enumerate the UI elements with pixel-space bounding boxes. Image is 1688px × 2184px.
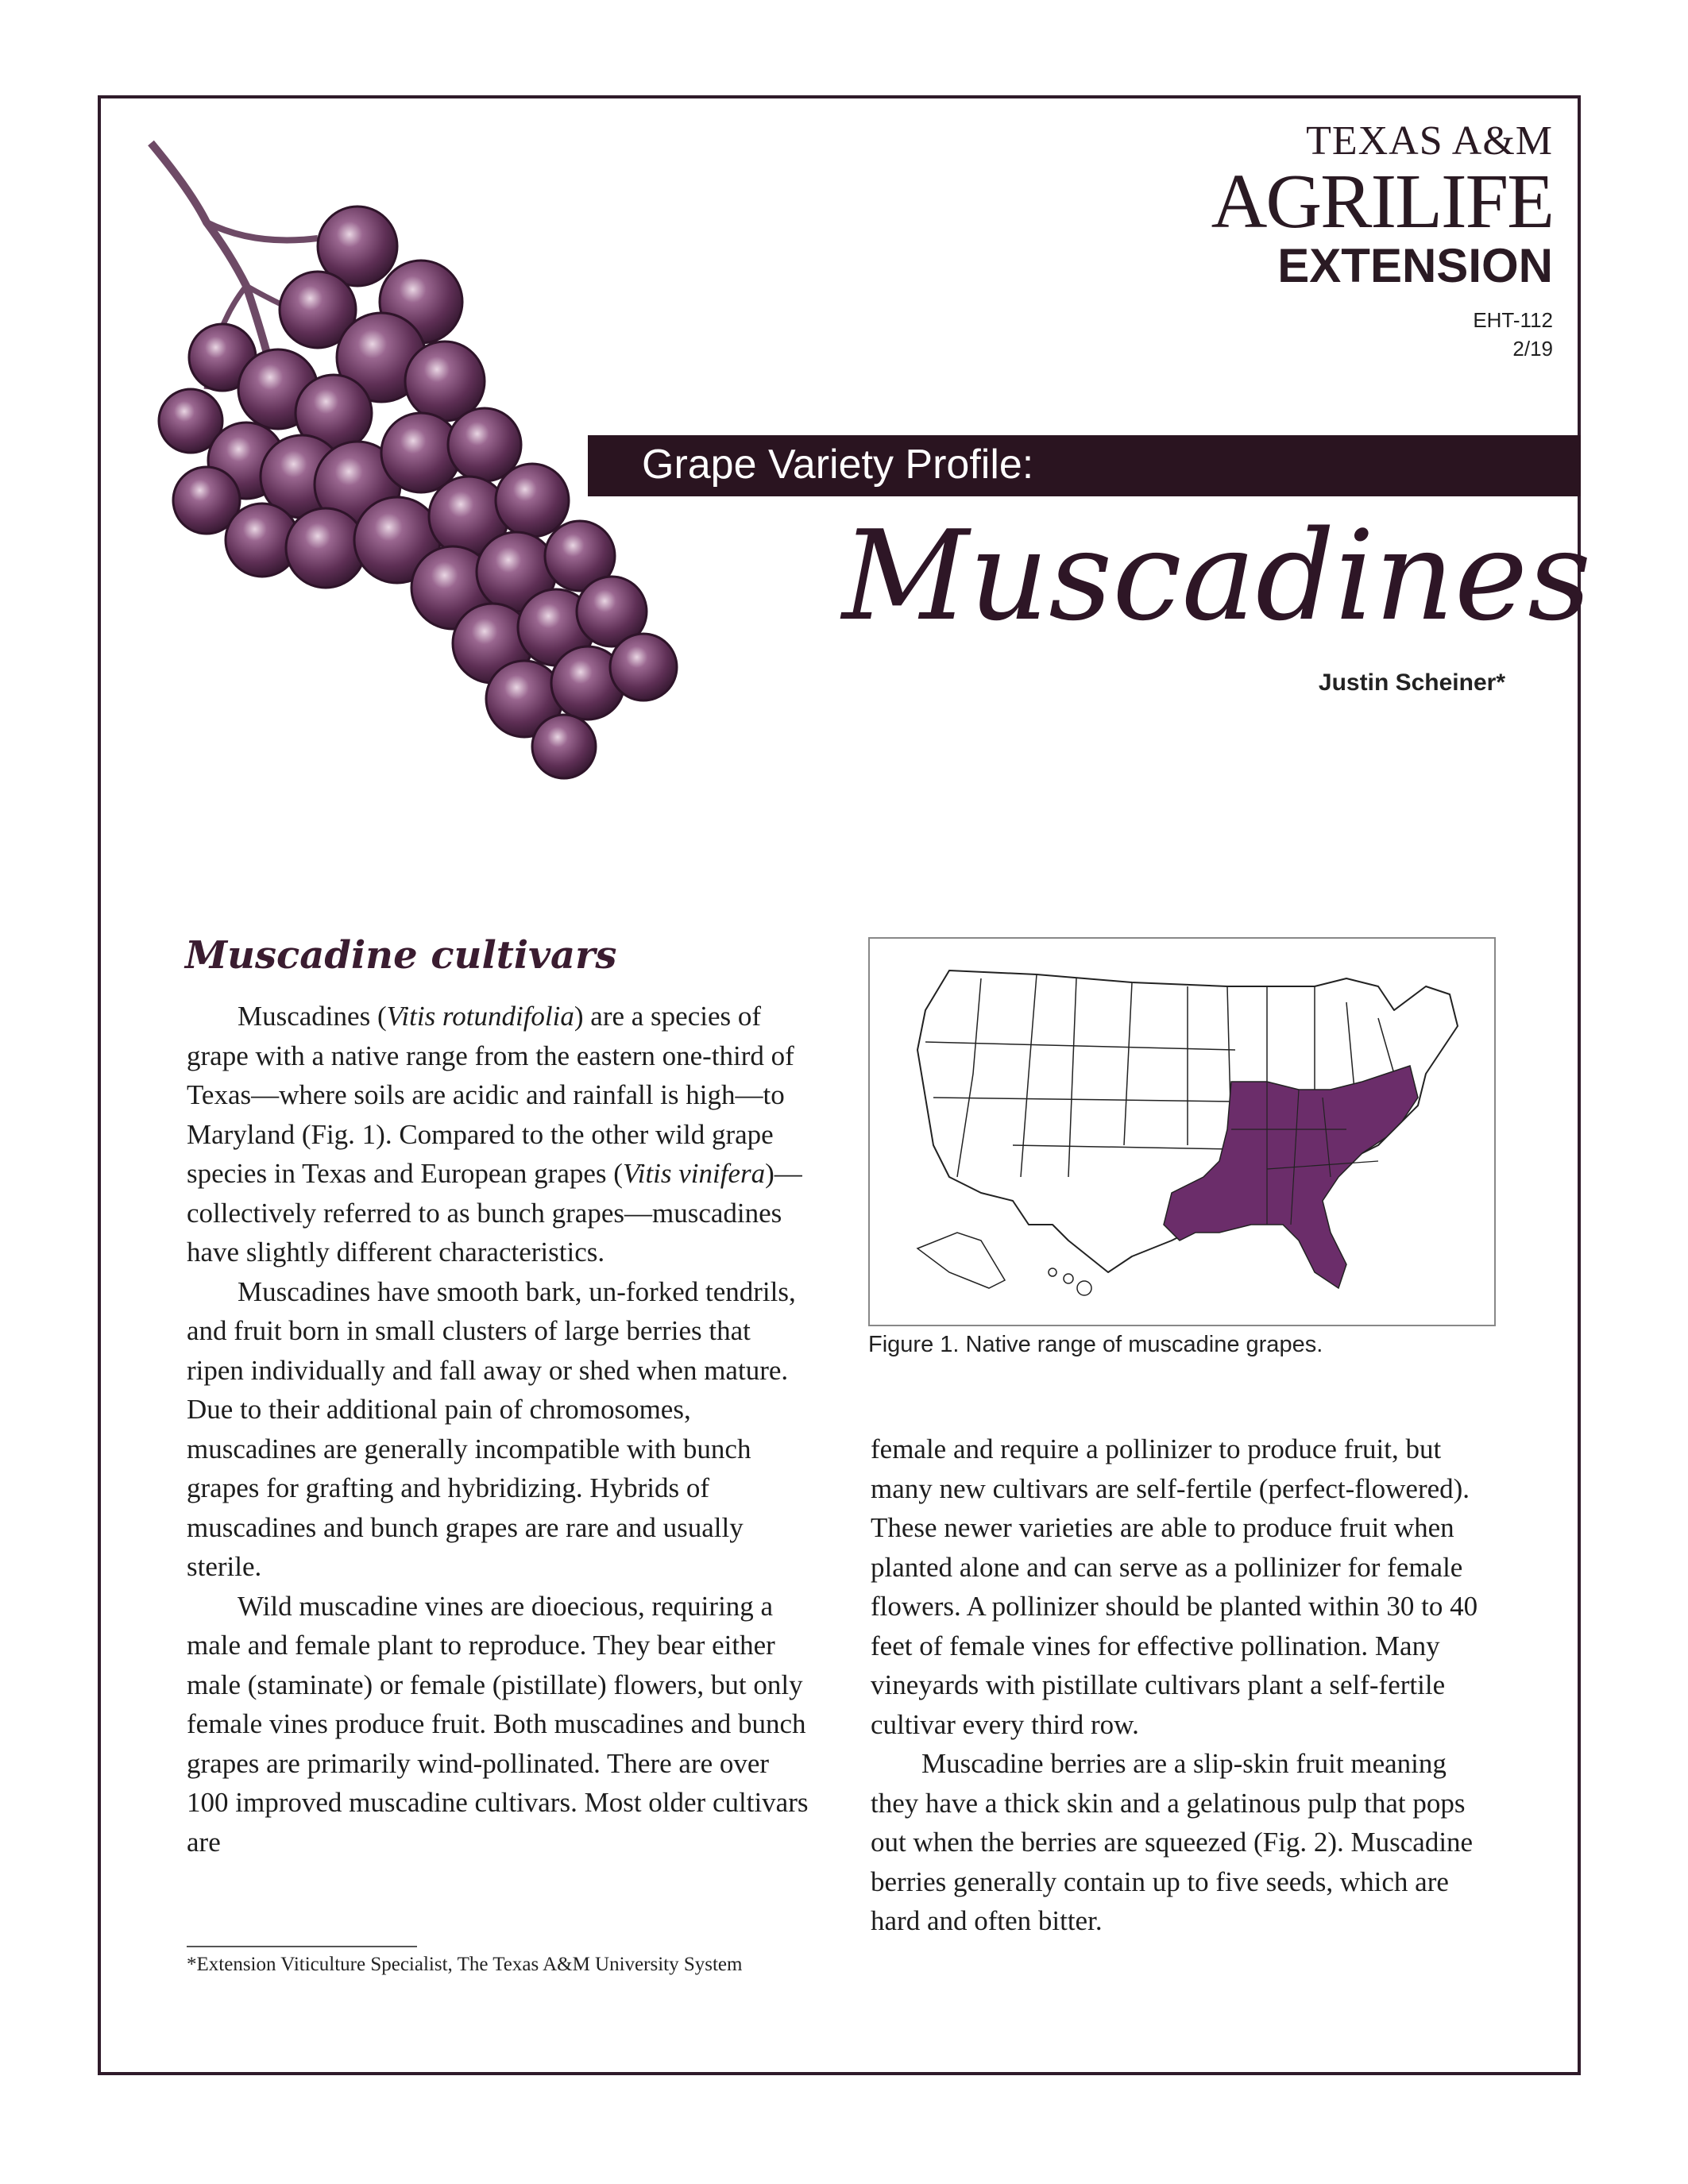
- footnote-rule: [187, 1946, 417, 1947]
- section-heading: Muscadine cultivars: [185, 933, 617, 978]
- figure-caption: Figure 1. Native range of muscadine grapes.: [868, 1332, 1323, 1357]
- document-number: [1473, 306, 1553, 363]
- paragraph-4: female and require a pollinizer to produce fruit, but many new cultivars are self-fertile (perfect-flowered). These newer varieties are able to produce fruit when planted alone and can serve as a pollinizer for female flowers. A pollinizer should be planted within 30 to 40 feet of female vines for effective pollination. Many vineyards with pistillate cultivars plant a self-fertile cultivar every third row.: [871, 1433, 1478, 1740]
- us-map: [870, 939, 1494, 1325]
- logo-line-1: TEXAS A&M: [1306, 118, 1553, 164]
- footnote: *Extension Viticulture Specialist, The Texas A&M University System: [187, 1954, 743, 1975]
- species-name: Vitis rotundifolia: [386, 1001, 574, 1032]
- logo-line-3: EXTENSION: [1277, 239, 1553, 292]
- author-name: Justin Scheiner*: [1318, 669, 1505, 696]
- species-name-2: Vitis vinifera: [622, 1158, 766, 1189]
- agrilife-logo: [1140, 119, 1553, 292]
- column-right: [871, 1430, 1498, 1941]
- paragraph-5: Muscadine berries are a slip-skin fruit meaning they have a thick skin and a gelatinous pulp that pops out when the berries are squeezed (Fig. 2). Muscadine berries generally contain up to five seeds, which are hard and often bitter.: [871, 1748, 1474, 1936]
- paragraph-1: Muscadines (Vitis rotundifolia) are a species of grape with a native range from the eastern one-third of Texas—where soils are acidic and rainfall is high—to Maryland (Fig. 1). Compared to the other wild grape species in Texas and European grapes (Vitis vinifera)—collectively referred to as bunch grapes—muscadines have slightly different characteristics.: [187, 1001, 802, 1268]
- figure-map: [868, 937, 1496, 1326]
- alaska-shape: [917, 1233, 1005, 1288]
- doc-date: 2/19: [1512, 337, 1553, 361]
- column-left: [187, 997, 814, 1862]
- doc-code: EHT-112: [1473, 308, 1553, 332]
- logo-line-2: AGRILIFE: [1211, 159, 1553, 245]
- hawaii-shape: [1049, 1268, 1091, 1295]
- paragraph-3: Wild muscadine vines are dioecious, requiring a male and female plant to reproduce. They bear either male (staminate) or female (pistillate) flowers, but only female vines produce fruit. Both muscadines and bunch grapes are primarily wind-pollinated. There are over 100 improved muscadine cultivars. Most older cultivars are: [187, 1590, 809, 1858]
- paragraph-2: Muscadines have smooth bark, un-forked tendrils, and fruit born in small clusters of large berries that ripen individually and fall away or shed when mature. Due to their additional pain of chromosomes, muscadines are generally incompatible with bunch grapes for grafting and hybridizing. Hybrids of muscadines and bunch grapes are rare and usually sterile.: [187, 1275, 796, 1582]
- page-title: Muscadines: [842, 504, 1592, 648]
- banner-label: Grape Variety Profile:: [642, 442, 1034, 488]
